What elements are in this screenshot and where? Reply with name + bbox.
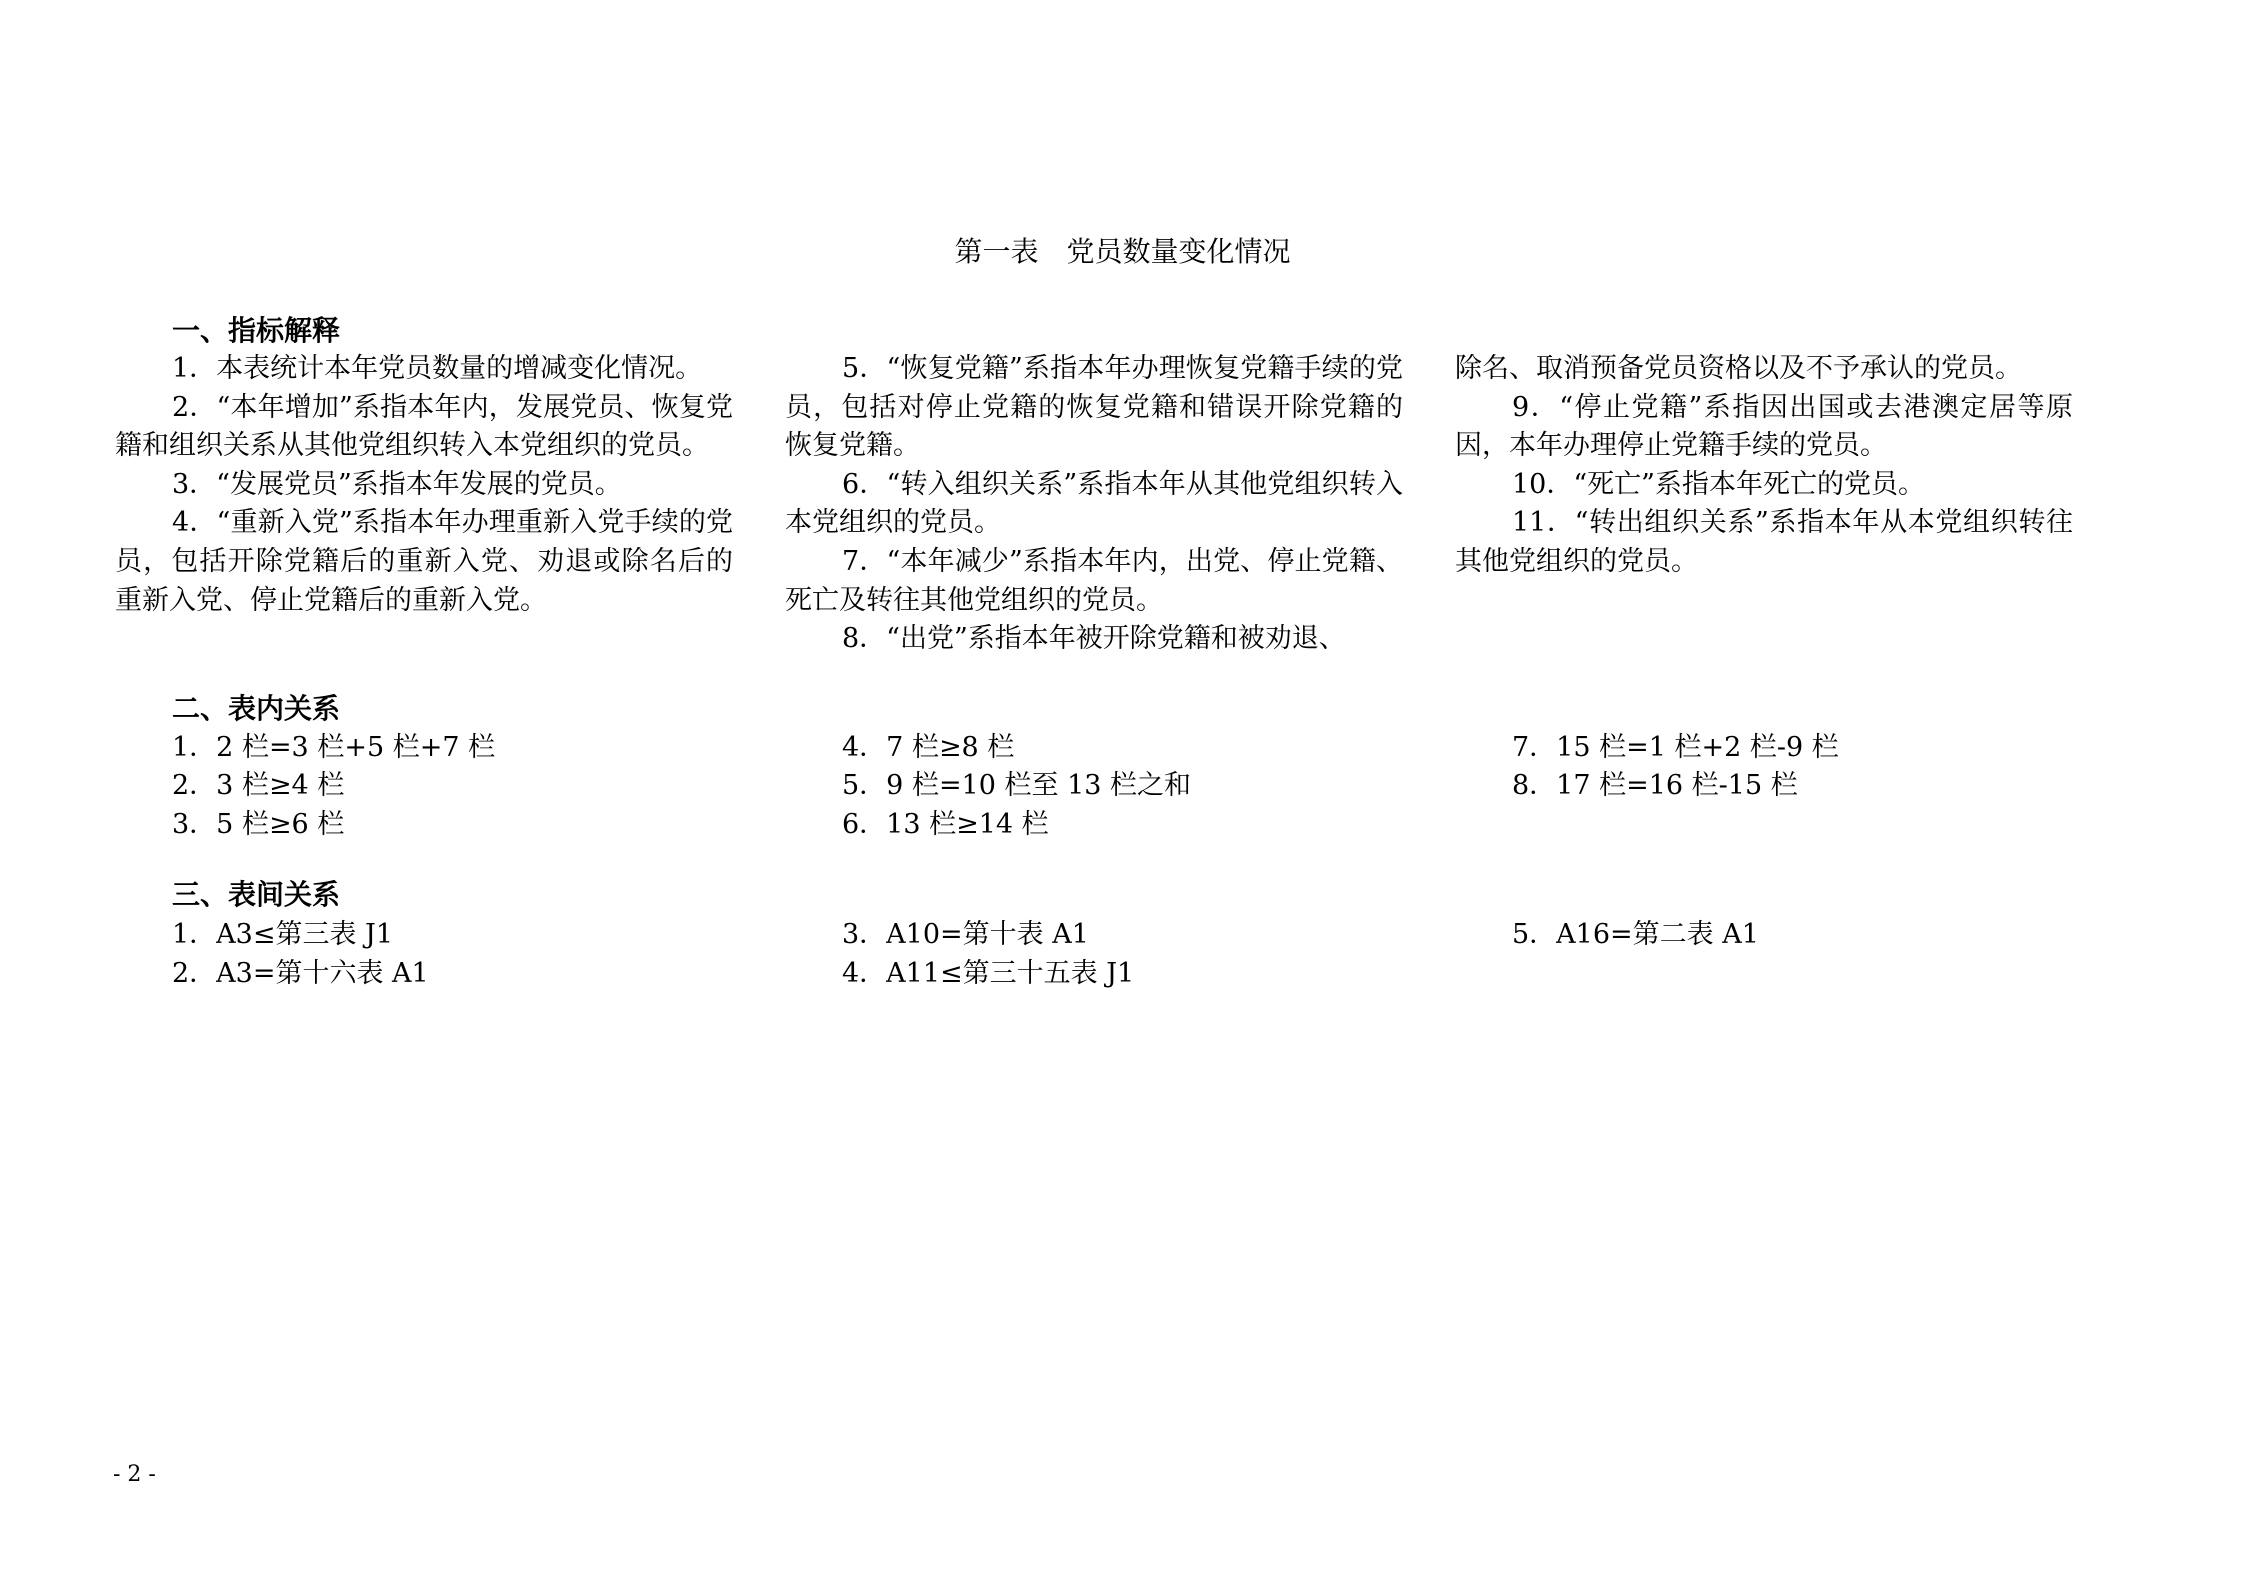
section-heading-intra-table: 二、表内关系: [172, 692, 341, 725]
inter-relation-item: 1．A3≤第三表 J1: [172, 919, 394, 950]
indicator-item: 6．“转入组织关系”系指本年从其他党组织转入本党组织的党员。: [785, 468, 1403, 539]
inter-relation-item: 3．A10=第十表 A1: [842, 919, 1089, 950]
indicator-item: 10．“死亡”系指本年死亡的党员。: [1512, 468, 1925, 500]
inter-relation-item: 2．A3=第十六表 A1: [172, 958, 429, 989]
indicator-item: 9．“停止党籍”系指因出国或去港澳定居等原因，本年办理停止党籍手续的党员。: [1455, 391, 2073, 462]
indicator-column-2: [785, 350, 1403, 659]
indicator-item: 2．“本年增加”系指本年内，发展党员、恢复党籍和组织关系从其他党组织转入本党组织的党员。: [115, 391, 733, 462]
indicator-column-1: [115, 350, 733, 620]
inter-relation-item: 4．A11≤第三十五表 J1: [842, 958, 1135, 989]
intra-relation-item: 4．7 栏≥8 栏: [842, 732, 1015, 763]
intra-relation-item: 3．5 栏≥6 栏: [172, 809, 345, 840]
intra-relation-item: 7．15 栏=1 栏+2 栏-9 栏: [1512, 732, 1839, 763]
intra-relation-item: 6．13 栏≥14 栏: [842, 809, 1049, 840]
indicator-item: 4．“重新入党”系指本年办理重新入党手续的党员，包括开除党籍后的重新入党、劝退或除名后的重新入党、停止党籍后的重新入党。: [115, 507, 733, 616]
indicator-item-continued: 除名、取消预备党员资格以及不予承认的党员。: [1455, 353, 2022, 384]
page-title: 第一表 党员数量变化情况: [954, 235, 1291, 268]
inter-relation-item: 5．A16=第二表 A1: [1512, 919, 1759, 950]
indicator-item: 3．“发展党员”系指本年发展的党员。: [172, 468, 622, 500]
section-heading-inter-table: 三、表间关系: [172, 878, 341, 911]
intra-relation-item: 2．3 栏≥4 栏: [172, 770, 345, 801]
intra-relation-item: 5．9 栏=10 栏至 13 栏之和: [842, 770, 1192, 801]
indicator-item: 7．“本年减少”系指本年内，出党、停止党籍、死亡及转往其他党组织的党员。: [785, 545, 1403, 616]
section-heading-indicators: 一、指标解释: [172, 314, 341, 347]
indicator-item: 1．本表统计本年党员数量的增减变化情况。: [172, 353, 703, 384]
intra-relation-item: 1．2 栏=3 栏+5 栏+7 栏: [172, 732, 496, 763]
intra-relation-item: 8．17 栏=16 栏-15 栏: [1512, 770, 1798, 801]
indicator-item: 5．“恢复党籍”系指本年办理恢复党籍手续的党员，包括对停止党籍的恢复党籍和错误开除党籍的恢复党籍。: [785, 353, 1403, 462]
indicator-item: 11．“转出组织关系”系指本年从本党组织转往其他党组织的党员。: [1455, 507, 2073, 577]
page-number: - 2 -: [113, 1462, 156, 1487]
indicator-item: 8．“出党”系指本年被开除党籍和被劝退、: [842, 623, 1346, 655]
indicator-column-3: [1455, 350, 2073, 582]
